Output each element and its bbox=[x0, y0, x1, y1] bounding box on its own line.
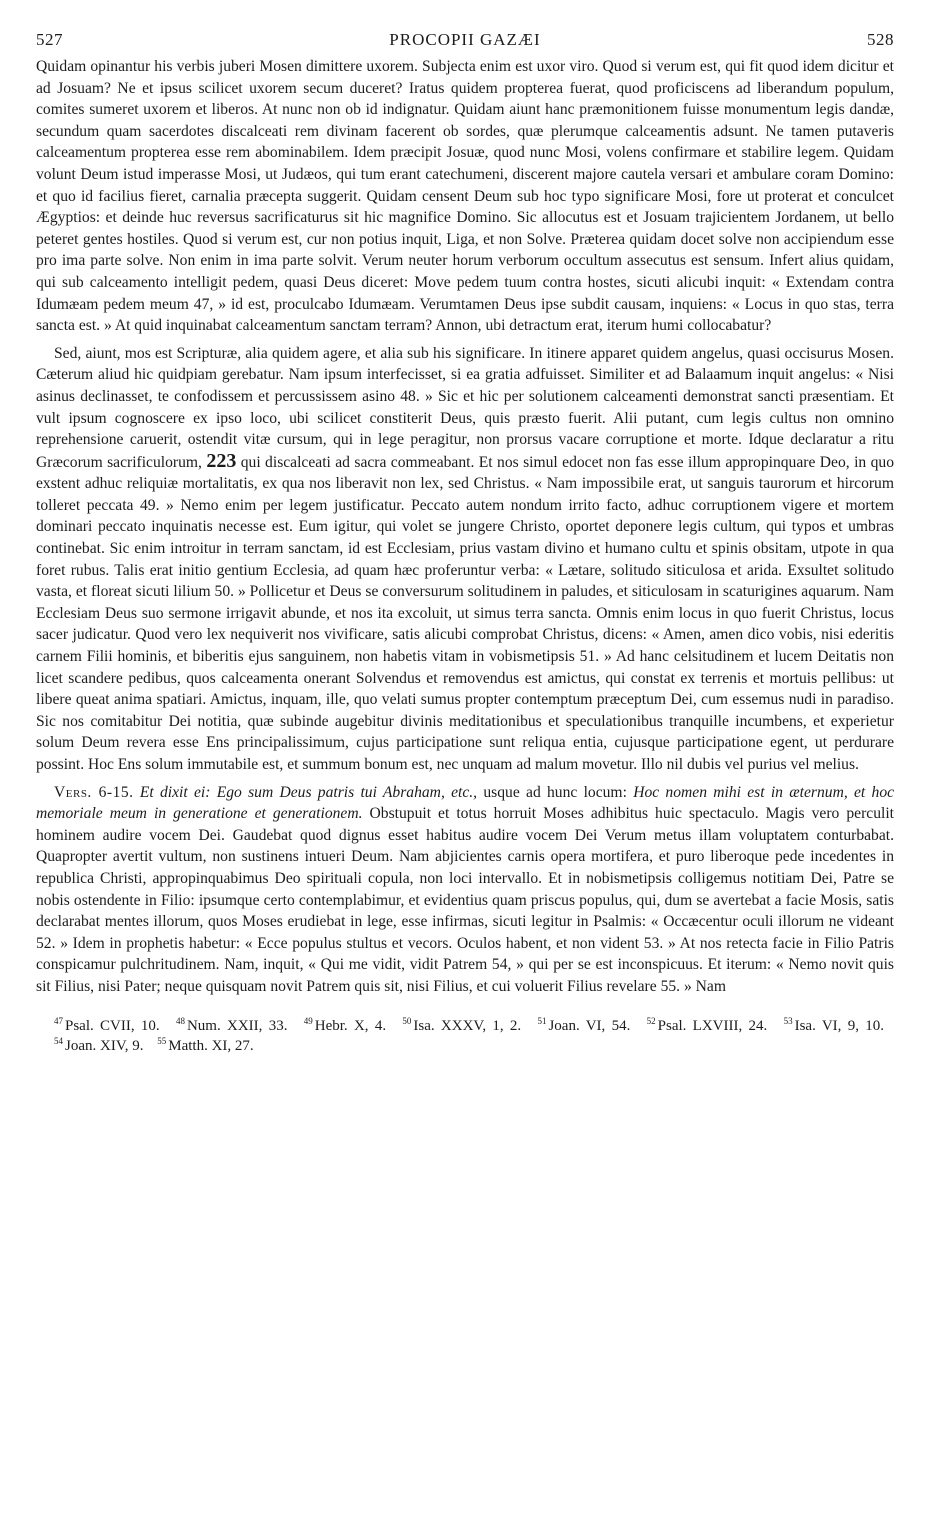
right-page-number: 528 bbox=[867, 30, 894, 49]
verse-connector: usque ad hunc locum: bbox=[483, 783, 627, 801]
verse-quote-2: Hoc nomen mihi est in æternum, et hoc memoriale meum in generatione et generationem. bbox=[36, 783, 895, 823]
verse-label: Vers. 6-15. bbox=[54, 783, 134, 801]
left-page-number: 527 bbox=[36, 30, 63, 49]
footnote: $^{54}$ Joan. XIV, 9. bbox=[54, 1035, 144, 1054]
paragraph-2 bbox=[36, 343, 894, 776]
footnote: $^{52}$ Psal. LXVIII, 24. bbox=[646, 1015, 768, 1034]
footnote: $^{47}$ Psal. CVII, 10. bbox=[54, 1015, 160, 1034]
footnote: $^{55}$ Matth. XI, 27. bbox=[157, 1035, 254, 1054]
footnote: $^{51}$ Joan. VI, 54. bbox=[537, 1015, 631, 1034]
paragraph-3-text: Obstupuit et totus horruit Moses adhibitus huic spectaculo. Magis vero perculit hominem audire vocem Dei. Gaudebat quod dignus esset habitus audire vocem Dei Verum metus illam voluptatem conturbabat. Quapropter avertit vultum, non sustinens intueri Deum. Nam abjicientes carnis opera mortifera, et puro liberoque pede incedentes in republica Christi, appropinquabimus Deo spirituali copula, non loci intervallo. Et in nobismetipsis colligemus notitiam Dei, Patre se nobis ostendente in Filio: ipsumque certo contemplabimur, et evidentius quam priscus populus, qui, dum se avertebat a facie Mosis, satis declarabat mentes illorum, quos Moses erudiebat in lege, esse infirmas, sicuti legitur in Psalmis: « Occæcentur oculi illorum ne videant 52. » Idem in prophetis habetur: « Ecce populus stultus et vecors. Oculos habent, et non vident 53. » At nos retecta facie in Filio Patris conspicamur pulchritudinem. Nam, inquit, « Qui me vidit, vidit Patrem 54, » qui per se est inconspicuus. Et iterum: « Nemo novit quis sit Filius, nisi Pater; neque quisquam novit Patrem quis sit, nisi Filius, et cui voluerit Filius revelare 55. » Nam bbox=[36, 805, 894, 995]
footnote: $^{53}$ Isa. VI, 9, 10. bbox=[783, 1015, 885, 1034]
footnote: $^{48}$ Num. XXII, 33. bbox=[175, 1015, 288, 1034]
running-head bbox=[36, 30, 894, 56]
column-marker: 223 bbox=[206, 449, 237, 472]
paragraph-1: Quidam opinantur his verbis juberi Mosen dimittere uxorem. Subjecta enim est uxor viro. Quod si verum est, qui fit quod idem dicitur et ad Josuam? Ne et ipsus scilicet uxorem secum duceret? Iratus quidem propterea fuerat, quod proficiscens ad liberandum populum, comites sumeret uxorem et liberos. At nunc non ob id indignatur. Quidam aiunt hanc præmonitionem fuisse monumentum legis dandæ, secundum quam sacerdotes discalceati rem divinam facerent ob sordes, quæ plerumque calceamentis adsunt. Ne tamen putaveris calceamentum propterea esse rem abominabilem. Idem præcipit Josuæ, quod nunc Mosi, volens confirmare et stabilire legem. Quidam volunt Deum istud imperasse Mosi, ut Judæos, qui tum erant catechumeni, discerent majore cautela versari et ambulare coram Domino: et quo id facilius fieret, carnalia præcepta suggerit. Quidam censent Deum sub hoc typo significare Mosi, fore ut proterat et conculcet Ægyptios: et deinde huc reversus sacrificaturus sit hic magnifice Domino. Sic allocutus est et Josuam trajicientem Jordanem, ut bello peteret gentes hostiles. Quod si verum est, cur non potius inquit, Liga, et non Solve. Præterea quidam docet solve non accipiendum esse pro ima parte solve. Non enim in ima parte solvit. Verum neuter horum verborum occultum assecutus est sensum. Infert alius quidam, qui sub calceamento intelligit pedem, quasi Deus diceret: Move pedem tuum contra hostes, sicuti alicubi inquit: « Extendam contra Idumæam pedem meum 47, » id est, proculcabo Idumæam. Verumtamen Deus ipse subdit causam, inquiens: « Locus in quo stas, terra sancta est. » At quid inquinabat calceamentum sanctam terram? Annon, ubi detractum erat, iterum humi collocabatur? bbox=[36, 58, 894, 335]
footnote: $^{49}$ Hebr. X, 4. bbox=[303, 1015, 387, 1034]
page bbox=[36, 30, 894, 1056]
body-text bbox=[36, 56, 894, 998]
paragraph-3 bbox=[36, 782, 894, 998]
verse-quote: Et dixit ei: Ego sum Deus patris tui Abraham, etc., bbox=[139, 783, 478, 801]
footnote: $^{50}$ Isa. XXXV, 1, 2. bbox=[402, 1015, 522, 1034]
paragraph-2-part-a: Sed, aiunt, mos est Scripturæ, alia quidem agere, et alia sub his significare. In itinere apparet quidem angelus, quasi occisurus Mosen. Cæterum aliud hic quidpiam gerebatur. Nam ipsum interfecisset, si ea gratia adfuisset. Similiter et ad Balaamum inquit angelus: « Nisi asinus declinasset, te confodissem et percussissem asino 48. » Sic et hic per solutionem calceamenti demonstrat sancti præsentiam. Et vult ipsum cognoscere ex ipso loco, ubi scilicet constiterit Deus, quis præsto fuerit. Alii putant, cum legis cultus non omnino reprehensione caruerit, ostendit vitæ cursum, qui in lege peragitur, non prorsus vacare corruptione et morte. Idque declaratur a ritu Græcorum sacrificulorum, bbox=[36, 344, 894, 471]
paragraph-2-part-b: qui discalceati ad sacra commeabant. Et nos simul edocet non fas esse illum appropinquare Deo, in quo exstent adhuc reliquiæ mortalitatis, ex qua nos liberavit non lex, sed Christus. « Nam impossibile erat, ut sanguis taurorum et hircorum tolleret peccata 49. » Nemo enim per legem justificatur. Peccato autem nondum irrito facto, adhuc corruptionem vigere et mortem dominari peccato inquinatis necesse est. Eum igitur, qui volet se jungere Christo, oportet deponere legis cultum, qui typos et umbras continebat. Sic enim introitur in terram sanctam, id est Ecclesiam, prius vastam divino et humano cultu et spinis obsitam, utpote in qua foret rubus. Talis erat initio gentium Ecclesia, ad quam hæc proferuntur verba: « Lætare, solitudo siticulosa et arida. Exsultet solitudo vasta, et floreat sicuti lilium 50. » Pollicetur et Deus se conversurum solitudinem in paludes, et siticulosam in scaturigines aquarum. Nam Ecclesiam Deus suo sermone irrigavit abunde, et nos ita excoluit, ut simus terra sancta. Omnis enim locus in quo fuerit Christus, locus sacer judicatur. Quod vero lex nequiverit nos vivificare, satis alicubi comprobat Christus, dicens: « Amen, amen dico vobis, nisi ederitis carnem Filii hominis, et biberitis ejus sanguinem, non habetis vitam in vobismetipsis 51. » Ad hanc celsitudinem et lucem Deitatis non licet scandere pedibus, quos calceamenta onerant Solvendus et removendus est amictus, qui constat ex terrenis et mortuis pellibus: ut libere queat anima spatiari. Amictus, inquam, ille, quo velati sumus propter contemptum præceptum Dei, cum essemus nudi in paradiso. Sic nos comitabitur Dei notitia, quæ subinde augebitur divinis meditationibus et speculationibus tranquille incumbens, et experietur solum Deum revera esse Ens principalissimum, cujus participatione sunt reliqua entia, cujusque participatione egent, ut perdurare possint. Hoc Ens solum immutabile est, et summum bonum est, nec unquam ad malum movetur. Illo nil dubis vel purius vel melius. bbox=[36, 453, 894, 773]
running-title: PROCOPII GAZÆI bbox=[389, 30, 541, 49]
footnotes bbox=[36, 1016, 894, 1056]
